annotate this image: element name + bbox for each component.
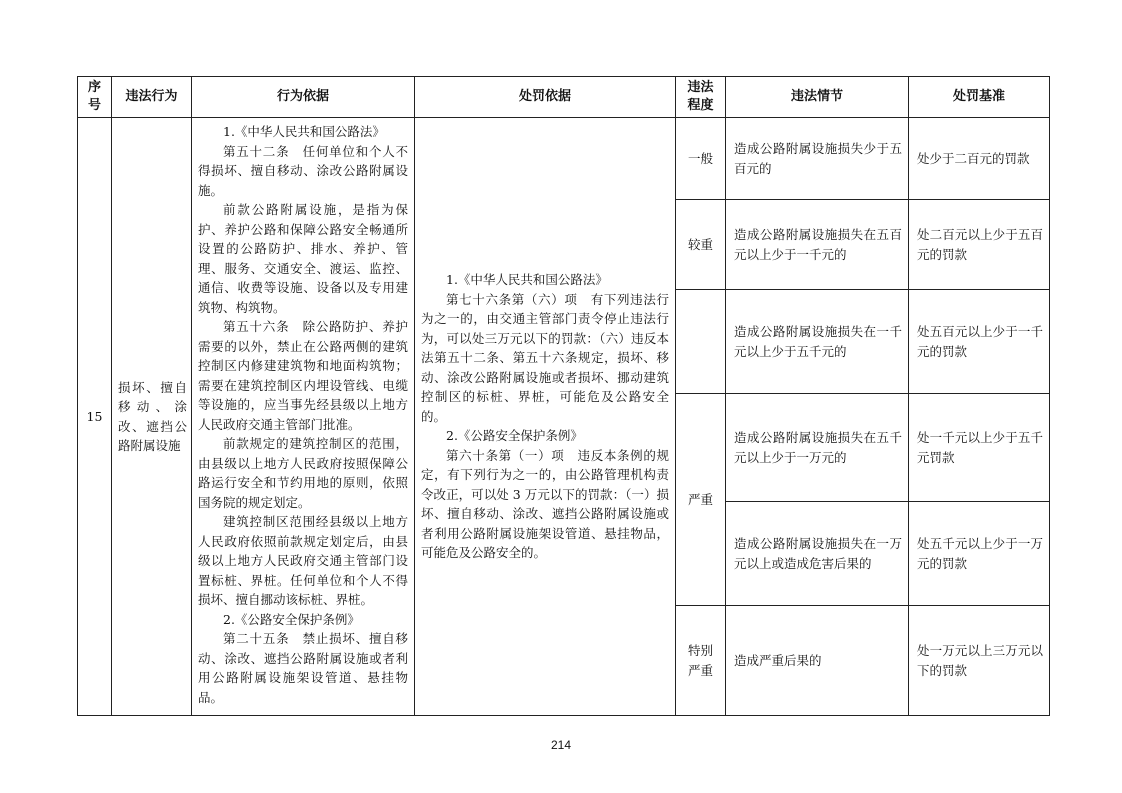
basis-paragraph: 前款公路附属设施，是指为保护、养护公路和保障公路安全畅通所设置的公路防护、排水、养护、管理、服务、交通安全、渡运、监控、通信、收费等设施、设备以及专用建筑物、构筑物。 (198, 202, 408, 315)
degree-cell: 特别严重 (676, 606, 726, 716)
basis-paragraph: 2.《公路安全保护条例》 (223, 611, 360, 627)
row-seq: 15 (78, 118, 112, 716)
row-behavior: 损坏、擅自移动、涂改、遮挡公路附属设施 (112, 118, 192, 716)
header-seq: 序号 (78, 77, 112, 118)
standard-cell: 处一万元以上三万元以下的罚款 (909, 606, 1050, 716)
basis-paragraph: 第五十六条 除公路防护、养护需要的以外，禁止在公路两侧的建筑控制区内修建建筑物和地面构筑物；需要在建筑控制区内埋设管线、电缆等设施的，应当事先经县级以上地方人民政府交通主管部门批准。 (198, 319, 408, 432)
row-penalty-basis (415, 118, 676, 716)
degree-cell: 较重 (676, 200, 726, 290)
basis-paragraph: 前款规定的建筑控制区的范围，由县级以上地方人民政府按照保障公路运行安全和节约用地的原则，依照国务院的规定划定。 (198, 436, 408, 510)
degree-cell: 一般 (676, 118, 726, 200)
circumstance-cell: 造成公路附属设施损失在五百元以上少于一千元的 (726, 200, 909, 290)
degree-cell: 严重 (676, 394, 726, 606)
circumstance-cell: 造成公路附属设施损失在一千元以上少于五千元的 (726, 290, 909, 394)
basis-paragraph: 建筑控制区范围经县级以上地方人民政府依照前款规定划定后，由县级以上地方人民政府交通主管部门设置标桩、界桩。任何单位和个人不得损坏、擅自挪动该标桩、界桩。 (198, 514, 408, 607)
penalty-paragraph: 第七十六条第（六）项 有下列违法行为之一的，由交通主管部门责令停止违法行为，可以处三万元以下的罚款：（六）违反本法第五十二条、第五十六条规定，损坏、移动、涂改公路附属设施或者损坏、挪动建筑控制区的标桩、界桩，可能危及公路安全的。 (421, 291, 669, 424)
basis-paragraph: 第二十五条 禁止损坏、擅自移动、涂改、遮挡公路附属设施或者利用公路附属设施架设管道、悬挂物品。 (198, 631, 408, 705)
table-row (78, 118, 1050, 200)
header-basis: 行为依据 (192, 77, 415, 118)
standard-cell: 处一千元以上少于五千元罚款 (909, 394, 1050, 502)
circumstance-cell: 造成公路附属设施损失在五千元以上少于一万元的 (726, 394, 909, 502)
penalty-paragraph: 第六十条第（一）项 违反本条例的规定，有下列行为之一的，由公路管理机构责令改正，可以处 3 万元以下的罚款：（一）损坏、擅自移动、涂改、遮挡公路附属设施或者利用公路附属设施架设管道、悬挂物品，可能危及公路安全的。 (421, 447, 669, 561)
header-circumstance: 违法情节 (726, 77, 909, 118)
penalty-table (77, 76, 1050, 716)
standard-cell: 处少于二百元的罚款 (909, 118, 1050, 200)
header-row (78, 77, 1050, 118)
header-penalty-basis: 处罚依据 (415, 77, 676, 118)
basis-paragraph: 第五十二条 任何单位和个人不得损坏、擅自移动、涂改公路附属设施。 (198, 143, 408, 198)
circumstance-cell: 造成公路附属设施损失在一万元以上或造成危害后果的 (726, 502, 909, 606)
penalty-paragraph: 1.《中华人民共和国公路法》 (446, 272, 608, 288)
circumstance-cell: 造成公路附属设施损失少于五百元的 (726, 118, 909, 200)
row-basis (192, 118, 415, 716)
standard-cell: 处五千元以上少于一万元的罚款 (909, 502, 1050, 606)
header-behavior: 违法行为 (112, 77, 192, 118)
degree-cell (676, 290, 726, 394)
basis-paragraph: 1.《中华人民共和国公路法》 (223, 124, 385, 139)
page-number: 214 (550, 738, 572, 752)
standard-cell: 处二百元以上少于五百元的罚款 (909, 200, 1050, 290)
circumstance-cell: 造成严重后果的 (726, 606, 909, 716)
header-standard: 处罚基准 (909, 77, 1050, 118)
penalty-paragraph: 2.《公路安全保护条例》 (446, 428, 583, 444)
standard-cell: 处五百元以上少于一千元的罚款 (909, 290, 1050, 394)
header-degree: 违法程度 (676, 77, 726, 118)
